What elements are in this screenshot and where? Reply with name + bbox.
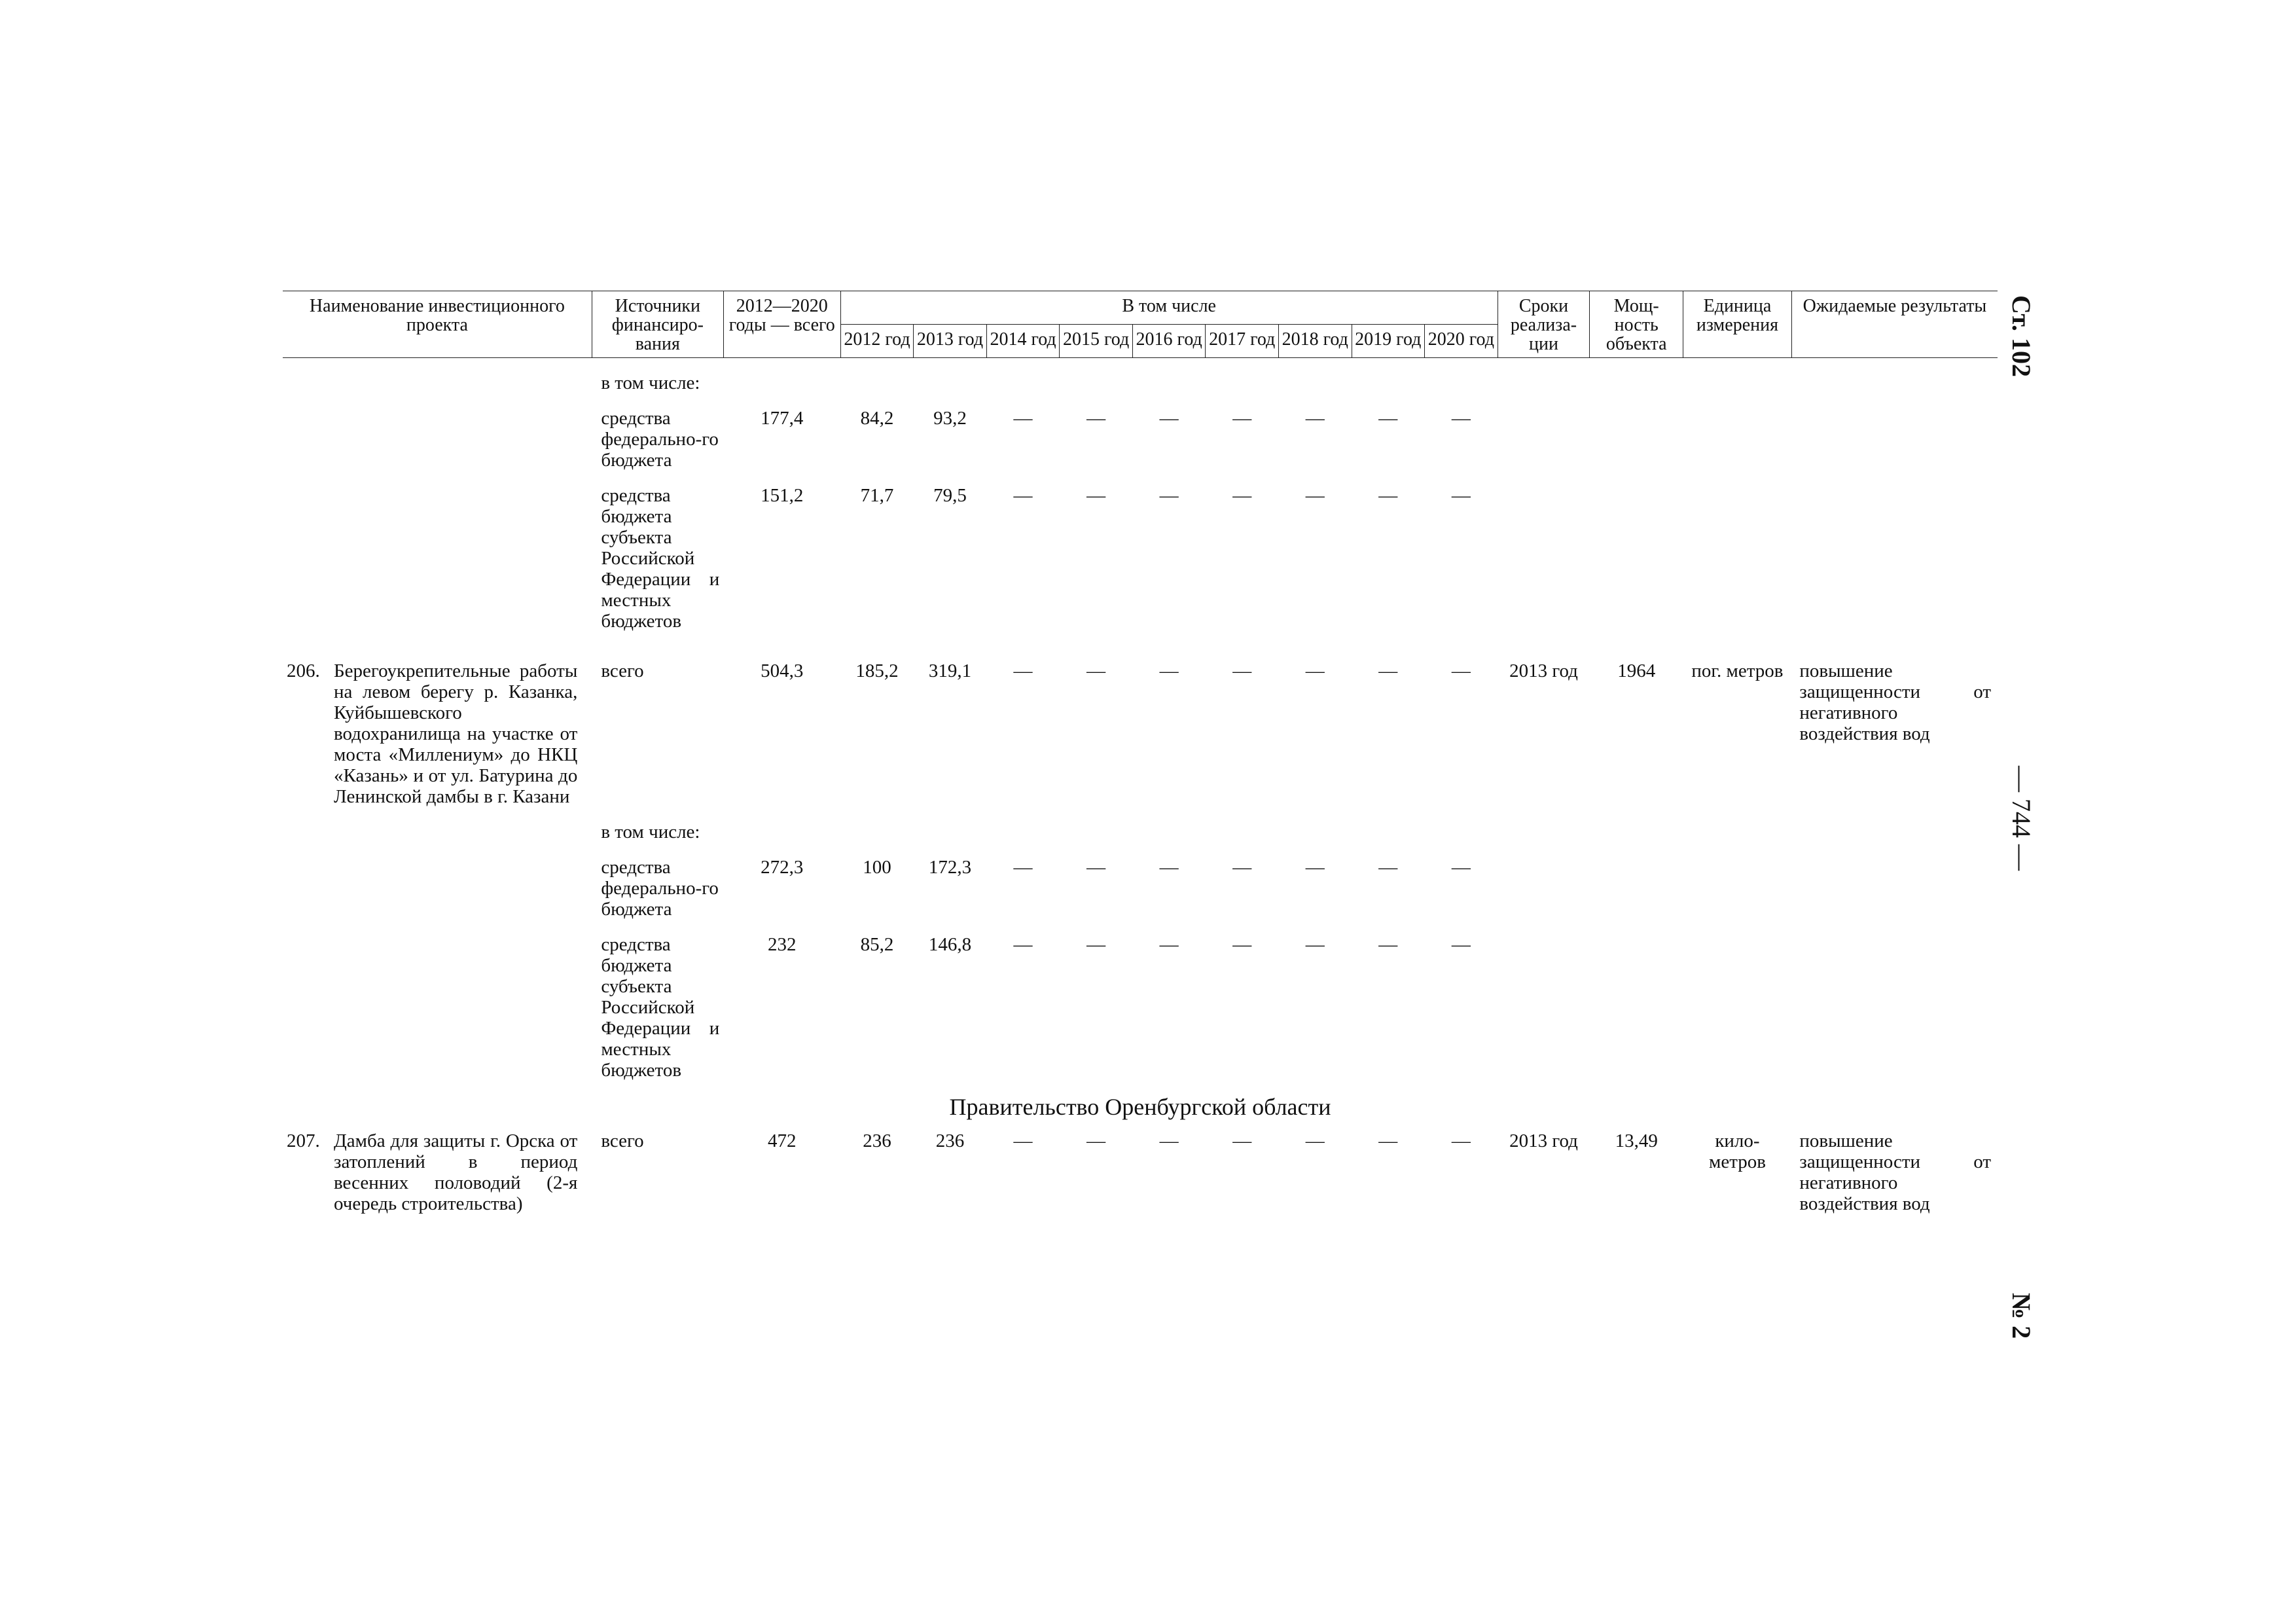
- year-value: —: [1378, 660, 1398, 681]
- header-year-0: 2012 год: [840, 325, 914, 358]
- year-value: —: [1013, 934, 1033, 955]
- total-value: [723, 372, 840, 393]
- row-spacer: [283, 358, 1998, 373]
- header-unit: Единица измерения: [1683, 291, 1792, 358]
- row-spacer: [283, 646, 1998, 660]
- year-value: —: [1305, 485, 1325, 506]
- capacity-value: 1964: [1617, 660, 1656, 681]
- funding-source: средства федерально-го бюджета: [601, 408, 719, 471]
- year-value: 236: [863, 1130, 891, 1151]
- year-value: —: [1013, 660, 1033, 681]
- total-value: 151,2: [761, 485, 804, 506]
- implementation-term: [1498, 821, 1590, 842]
- total-value: 272,3: [761, 857, 804, 878]
- project-name-cell: [283, 934, 592, 1081]
- year-value: 71,7: [860, 485, 894, 506]
- unit-value: пог. метров: [1691, 660, 1784, 681]
- expected-result: повышение защищенности от негативного воздействия вод: [1799, 660, 1991, 744]
- year-value: —: [1232, 408, 1252, 429]
- table-header: [283, 291, 1998, 358]
- row-spacer: [283, 920, 1998, 934]
- year-value: —: [1451, 408, 1471, 429]
- spacer-cell: [283, 842, 1998, 857]
- capacity-value: [1590, 372, 1683, 393]
- year-value: —: [1232, 660, 1252, 681]
- unit-value: [1683, 821, 1792, 842]
- expected-result: повышение защищенности от негативного воздействия вод: [1799, 1130, 1991, 1214]
- year-value: [1132, 821, 1206, 842]
- year-value: 85,2: [860, 934, 894, 955]
- capacity-value: [1590, 934, 1683, 1081]
- header-results: Ожидаемые результаты: [1791, 291, 1998, 358]
- project-name-cell: [283, 660, 592, 807]
- year-value: —: [1086, 857, 1106, 878]
- header-terms: Сроки реализа-ции: [1498, 291, 1590, 358]
- year-value: —: [1159, 408, 1179, 429]
- margin-article-label: Ст. 102: [2007, 295, 2036, 377]
- funding-source: средства бюджета субъекта Российской Федерации и местных бюджетов: [601, 934, 720, 1081]
- year-value: 172,3: [928, 857, 972, 878]
- header-capacity: Мощ-ность объекта: [1590, 291, 1683, 358]
- year-value: —: [1013, 1130, 1033, 1151]
- implementation-term: [1498, 372, 1590, 393]
- capacity-value: [1590, 408, 1683, 471]
- year-value: —: [1086, 408, 1106, 429]
- total-value: 177,4: [761, 408, 804, 429]
- header-year-8: 2020 год: [1425, 325, 1498, 358]
- unit-value: [1683, 934, 1792, 1081]
- capacity-value: [1590, 821, 1683, 842]
- year-value: —: [1086, 485, 1106, 506]
- year-value: —: [1305, 408, 1325, 429]
- year-value: —: [1159, 1130, 1179, 1151]
- project-name: Дамба для защиты г. Орска от затоплений в период весенних половодий (2-я очередь строительства): [334, 1130, 578, 1214]
- funding-source: всего: [601, 660, 644, 681]
- row-spacer: [283, 632, 1998, 646]
- year-value: [840, 372, 914, 393]
- year-value: 79,5: [933, 485, 967, 506]
- year-value: —: [1378, 1130, 1398, 1151]
- funding-source: в том числе:: [601, 372, 700, 393]
- year-value: 236: [935, 1130, 965, 1151]
- year-value: 185,2: [855, 660, 899, 681]
- unit-value: [1683, 372, 1792, 393]
- year-value: —: [1159, 857, 1179, 878]
- funding-source: в том числе:: [601, 821, 700, 842]
- year-value: —: [1232, 485, 1252, 506]
- project-name-cell: [283, 408, 592, 471]
- header-year-2: 2014 год: [986, 325, 1060, 358]
- table-row: [283, 821, 1998, 842]
- year-value: [986, 821, 1060, 842]
- expected-result: [1791, 934, 1998, 1081]
- project-name-cell: [283, 857, 592, 920]
- header-total: 2012—2020 годы — всего: [723, 291, 840, 358]
- year-value: 319,1: [928, 660, 972, 681]
- year-value: —: [1232, 857, 1252, 878]
- table-row: [283, 372, 1998, 393]
- unit-value: кило-метров: [1708, 1130, 1766, 1172]
- year-value: —: [1232, 934, 1252, 955]
- header-year-7: 2019 год: [1352, 325, 1425, 358]
- year-value: —: [1305, 857, 1325, 878]
- year-value: [1060, 372, 1133, 393]
- margin-page-number: — 744 —: [2007, 766, 2036, 871]
- header-year-3: 2015 год: [1060, 325, 1133, 358]
- expected-result: [1791, 372, 1998, 393]
- row-spacer: [283, 471, 1998, 485]
- capacity-value: [1590, 485, 1683, 632]
- year-value: [1352, 821, 1425, 842]
- header-name: Наименование инвестиционного проекта: [283, 291, 592, 358]
- project-number: 207.: [287, 1130, 320, 1151]
- header-year-5: 2017 год: [1206, 325, 1279, 358]
- table-body: [283, 358, 1998, 1215]
- expected-result: [1791, 485, 1998, 632]
- year-value: —: [1451, 485, 1471, 506]
- year-value: [1278, 821, 1352, 842]
- year-value: —: [1305, 1130, 1325, 1151]
- funding-source: всего: [601, 1130, 644, 1151]
- year-value: —: [1378, 934, 1398, 955]
- spacer-cell: [283, 471, 1998, 485]
- year-value: [914, 372, 987, 393]
- project-name-cell: [283, 485, 592, 632]
- year-value: 146,8: [928, 934, 972, 955]
- year-value: 100: [863, 857, 891, 878]
- implementation-term: [1498, 485, 1590, 632]
- year-value: —: [1451, 1130, 1471, 1151]
- year-value: [1278, 372, 1352, 393]
- year-value: —: [1451, 660, 1471, 681]
- year-value: —: [1451, 857, 1471, 878]
- year-value: —: [1013, 857, 1033, 878]
- year-value: [1206, 372, 1279, 393]
- year-value: [840, 821, 914, 842]
- header-sources: Источники финансиро-вания: [592, 291, 723, 358]
- year-value: —: [1013, 485, 1033, 506]
- total-value: [723, 821, 840, 842]
- implementation-term: [1498, 408, 1590, 471]
- expected-result: [1791, 821, 1998, 842]
- capacity-value: [1590, 857, 1683, 920]
- document-page: [283, 291, 1998, 1214]
- row-spacer: [283, 807, 1998, 821]
- year-value: —: [1013, 408, 1033, 429]
- year-value: —: [1305, 660, 1325, 681]
- project-name-cell: [283, 821, 592, 842]
- year-value: [1206, 821, 1279, 842]
- year-value: —: [1086, 934, 1106, 955]
- total-value: 232: [768, 934, 797, 955]
- year-value: [1425, 821, 1498, 842]
- section-heading-row: [283, 1081, 1998, 1130]
- section-heading: Правительство Оренбургской области: [949, 1094, 1331, 1120]
- year-value: —: [1378, 408, 1398, 429]
- spacer-cell: [283, 358, 1998, 373]
- year-value: —: [1451, 934, 1471, 955]
- year-value: 84,2: [860, 408, 894, 429]
- header-including: В том числе: [840, 291, 1498, 325]
- project-number: 206.: [287, 660, 320, 681]
- header-year-6: 2018 год: [1278, 325, 1352, 358]
- project-name: Берегоукрепительные работы на левом берегу р. Казанка, Куйбышевского водохранилища на участке от моста «Миллениум» до НКЦ «Казань» и от ул. Батурина до Ленинской дамбы в г. Казани: [334, 660, 578, 807]
- expected-result: [1791, 857, 1998, 920]
- year-value: —: [1159, 485, 1179, 506]
- header-year-4: 2016 год: [1132, 325, 1206, 358]
- year-value: [1425, 372, 1498, 393]
- project-name-cell: [283, 372, 592, 393]
- year-value: —: [1378, 857, 1398, 878]
- row-spacer: [283, 393, 1998, 408]
- table-row: [283, 934, 1998, 1081]
- unit-value: [1683, 408, 1792, 471]
- total-value: 472: [768, 1130, 797, 1151]
- unit-value: [1683, 485, 1792, 632]
- funding-source: средства федерально-го бюджета: [601, 857, 719, 920]
- project-name-cell: [283, 1130, 592, 1214]
- year-value: —: [1086, 660, 1106, 681]
- year-value: [1352, 372, 1425, 393]
- spacer-cell: [283, 632, 1998, 646]
- implementation-term: [1498, 857, 1590, 920]
- year-value: —: [1232, 1130, 1252, 1151]
- table-row: [283, 408, 1998, 471]
- year-value: 93,2: [933, 408, 967, 429]
- spacer-cell: [283, 807, 1998, 821]
- spacer-cell: [283, 920, 1998, 934]
- year-value: —: [1159, 934, 1179, 955]
- spacer-cell: [283, 646, 1998, 660]
- year-value: [986, 372, 1060, 393]
- year-value: —: [1086, 1130, 1106, 1151]
- spacer-cell: [283, 393, 1998, 408]
- margin-issue-number: № 2: [2007, 1293, 2036, 1339]
- year-value: —: [1378, 485, 1398, 506]
- investment-projects-table: [283, 291, 1998, 1214]
- table-row: [283, 660, 1998, 807]
- expected-result: [1791, 408, 1998, 471]
- year-value: —: [1159, 660, 1179, 681]
- capacity-value: 13,49: [1615, 1130, 1658, 1151]
- unit-value: [1683, 857, 1792, 920]
- implementation-term: 2013 год: [1509, 1130, 1578, 1151]
- table-row: [283, 857, 1998, 920]
- row-spacer: [283, 842, 1998, 857]
- table-row: [283, 1130, 1998, 1214]
- funding-source: средства бюджета субъекта Российской Федерации и местных бюджетов: [601, 485, 720, 632]
- year-value: [1132, 372, 1206, 393]
- table-row: [283, 485, 1998, 632]
- header-year-1: 2013 год: [914, 325, 987, 358]
- implementation-term: 2013 год: [1509, 660, 1578, 681]
- year-value: [914, 821, 987, 842]
- total-value: 504,3: [761, 660, 804, 681]
- year-value: —: [1305, 934, 1325, 955]
- year-value: [1060, 821, 1133, 842]
- implementation-term: [1498, 934, 1590, 1081]
